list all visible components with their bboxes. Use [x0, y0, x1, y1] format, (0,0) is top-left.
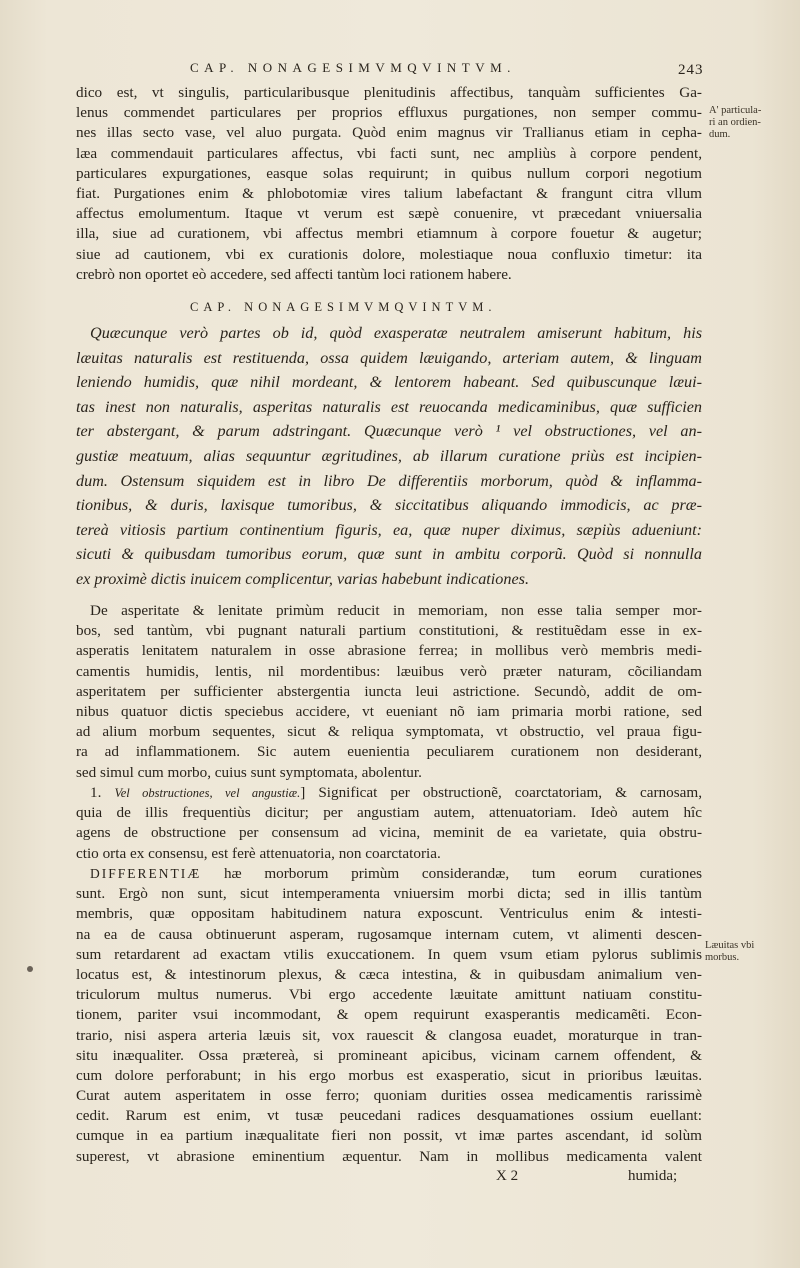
text-line: quia de illis frequentiùs dicitur; per angustiam autem, attenuatoriam. Ideò autem hîc — [76, 804, 702, 822]
text-line: cumque in ea partium inæqualitate fieri non possit, vt imæ partes ascendant, id solùm — [76, 1127, 702, 1145]
text-line: fiat. Purgationes enim & phlobotomiæ vires talium labefactant & frangunt citra vllum — [76, 184, 702, 202]
lead-word: DIFFERENTIÆ — [90, 866, 202, 881]
text-line: Quæcunque verò partes ob id, quòd exasperatæ neutralem amiserunt habitum, his — [90, 324, 702, 342]
paragraph-4 — [76, 864, 702, 1167]
text-line: ter abstergant, & parum adstringant. Quæcunque verò ¹ vel obstructiones, vel an- — [76, 422, 702, 441]
paragraph-2 — [76, 601, 702, 783]
text-line: ctio orta ex consensu, est ferè attenuatoria, non coarctatoria. — [76, 844, 441, 862]
text-line: tionem, pariter vsui incommodant, & opem requirunt exasperantis medicamẽti. Econ- — [76, 1006, 702, 1024]
text-line: ex proximè dictis inuicem complicentur, varias habebunt indicationes. — [76, 569, 530, 588]
lemma-number: 1. — [90, 784, 102, 801]
text-line: Curat autem asperitatem in osse ferro; quoniam durities ossea medicamentis rarissimè — [76, 1087, 702, 1105]
text-line: agens de obstructione per consensum ad vicina, meminit de ea varietate, quia obstru- — [76, 824, 702, 842]
text-line: trario, nisi aspera arteria læuis sit, vox rauescit & clangosa euadet, moraturque in tran- — [76, 1026, 702, 1044]
text-line: tionibus, & duris, laxisque tumoribus, & siccitatibus aliquando immodicis, ac præ- — [76, 496, 702, 515]
chapter-title: CAP. NONAGESIMVMQVINTVM. — [190, 300, 497, 314]
text-line: membris, quæ oppositam habitudinem natura exposcunt. Ventriculus enim & intesti- — [76, 905, 702, 923]
text-line: locatus est, & intestinorum plexus, & cæca intestina, & in quibusdam animalium ven- — [76, 965, 702, 983]
text-line: camentis humidis, lentis, nil mordentibus: læuibus verò præter naturam, cõciliandam — [76, 662, 702, 680]
text-line: situ inæqualiter. Ossa prætereà, si promineant apicibus, vicinam carnem offendent, & — [76, 1046, 702, 1064]
text-line: affectus emolumentum. Itaque vt verum est sæpè conuenire, vt præcedant vniuersalia — [76, 205, 702, 223]
text-line: illa, siue ad curationem, vbi affectus membri etiamnum à corpore fouetur & augetur; — [76, 225, 702, 243]
signature-mark: X 2 — [496, 1168, 519, 1184]
text-line: sunt. Ergò non sunt, sicut intemperamenta vniuersim morbi dicta; sed in illis tantùm — [76, 885, 702, 903]
italic-text-block — [76, 321, 702, 592]
text-line: crebrò non oportet eò accedere, sed affecti tantùm loci rationem habere. — [76, 265, 512, 283]
catchword: humida; — [628, 1168, 678, 1184]
text-line: sed simul cum morbo, cuius sunt symptomata, abolentur. — [76, 763, 422, 781]
text-line: sum retardarent ad exactam vtilis exuccationem. In quem vsum etiam pylorus sublimis — [76, 945, 702, 963]
text-line: De asperitate & lenitate primùm reducit in memoriam, non esse talia semper mor- — [90, 602, 702, 619]
text-line: gustiæ meatuum, alias sequuntur ægritudines, ab illarum curatione priùs est incipien- — [76, 446, 702, 465]
text-line: triculorum multus numerus. Vbi ergo accedente læuitate amittunt natiuam constitu- — [76, 986, 702, 1004]
text-line: tereà vitiosis partium continentium figuris, ea, quæ nuper diximus, sæpiùs adueniunt: — [76, 520, 702, 539]
text-line: bos, sed tantùm, vbi pugnant naturali partium constitutioni, & restituẽdam esse in ex- — [76, 622, 702, 640]
text-line: 1. Vel obstructiones, vel angustiæ.] Significat per obstructionẽ, coarctatoriam, & carnosam, — [90, 784, 702, 801]
text-line: na ea de causa obtinuerunt asperam, rugosamque internam cutem, vt alimenti descen- — [76, 925, 702, 943]
text-line: ad alium morbum sequentes, sicut & reliqua symptomata, vt obstructio, vel praua figu- — [76, 723, 702, 741]
text-line: cum dolore perforabunt; in his ergo morbus est exasperatio, sicut in prioribus læuitas. — [76, 1066, 702, 1084]
text-line: particulares expurgationes, easque solas requirunt; in quibus nullum corpori negotium — [76, 164, 702, 182]
text-line: superest, vt abrasione eminentium æquentur. Nam in mollibus medicamenta valent — [76, 1147, 702, 1165]
text-line: dico est, vt singulis, particularibusque plenitudinis affectibus, tanquàm sufficientes Ga- — [76, 84, 702, 101]
text-line: cedit. Rarum est enim, vt tusæ peucedani radices desquamationes ossium euellant: — [76, 1107, 702, 1125]
text-line: tas inest non naturalis, asperitas naturalis est reuocanda medicaminibus, quæ sufficien — [76, 397, 702, 416]
text-line: nes illas secto vase, vel aluo purgata. Quòd enim magnus vir Trallianus etiam in cepha- — [76, 124, 702, 142]
text-line: ra ad inflammationem. Sic autem euenientia peculiarem curationem non desiderant, — [76, 743, 702, 761]
text-line: sicuti & quibusdam tumoribus eorum, quæ sunt in ambitu corporũ. Quòd si nonnulla — [76, 545, 702, 564]
text-line: dum. Ostensum siquidem est in libro De differentiis morborum, quòd & inflamma- — [76, 471, 702, 490]
text-line: DIFFERENTIÆ hæ morborum primùm considerandæ, tum eorum curationes — [90, 865, 702, 882]
text-line: asperitatem per sufficienter abstergentia iuncta leui astrictione. Secundò, addit de om- — [76, 682, 702, 700]
text-line: læuitas naturalis est restituenda, ossa quidem læuigando, arteriam autem, & linguam — [76, 348, 702, 367]
text-line: leniendo humidis, quæ nihil mordeant, & lentorem habeant. Sed quibuscunque læui- — [76, 373, 702, 392]
running-header: CAP. NONAGESIMVMQVINTVM. — [190, 60, 516, 75]
text-line: læa commendauit particulares affectus, vbi facti sunt, nec ampliùs à corpore pendent, — [76, 144, 702, 162]
paragraph-3 — [76, 783, 702, 864]
margin-note: A' particula- ri an ordien- dum. — [709, 105, 762, 140]
text-line: nibus quatuor dictis speciebus accidere, vt eueniant nõ iam primaria morbi ratione, sed — [76, 702, 702, 720]
text-line: siue ad cautionem, vbi ex curationis dolore, molestiaque noua confluxio timetur: ita — [76, 245, 702, 263]
ink-spot — [27, 966, 33, 972]
lemma: Vel obstructiones, vel angustiæ. — [114, 786, 301, 800]
margin-note: Læuitas vbi morbus. — [705, 940, 755, 963]
paragraph-1 — [76, 83, 702, 285]
text-line: asperatis lenitatem naturalem in osse abrasione ferrea; in mollibus verò membris medi- — [76, 642, 702, 660]
page-number: 243 — [678, 62, 704, 78]
text-line: lenus commendet particulares per proprios effluxus purgationes, non semper commu- — [76, 104, 702, 122]
